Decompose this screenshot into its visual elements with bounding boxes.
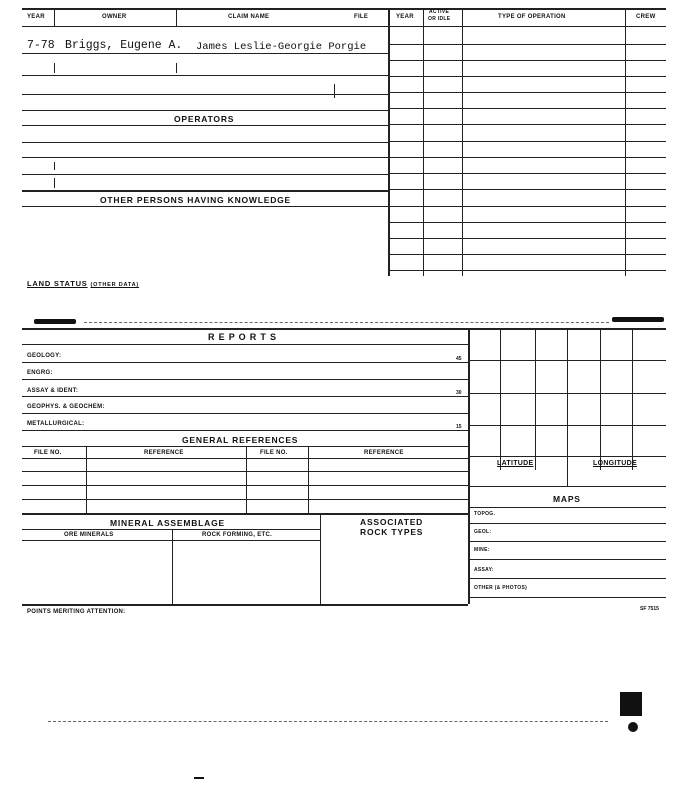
rule xyxy=(22,75,388,76)
rule xyxy=(468,578,666,579)
rule xyxy=(468,523,666,524)
rule xyxy=(468,507,666,508)
divider xyxy=(320,513,321,604)
header-type-of-operation: TYPE OF OPERATION xyxy=(498,14,566,20)
land-status-heading xyxy=(27,279,139,288)
rule xyxy=(22,174,388,175)
rule xyxy=(388,108,666,109)
report-engrg: ENGRG: xyxy=(27,370,53,376)
header-file: FILE xyxy=(354,14,369,20)
maps-geol: GEOL: xyxy=(474,529,492,535)
header-claim-name: CLAIM NAME xyxy=(228,14,270,20)
divider xyxy=(535,328,536,470)
gr-reference-1: REFERENCE xyxy=(144,450,184,456)
other-persons-rule xyxy=(22,206,388,207)
rule xyxy=(388,92,666,93)
divider xyxy=(632,328,633,470)
divider xyxy=(462,8,463,276)
rule xyxy=(22,499,468,500)
rule xyxy=(22,471,468,472)
divider xyxy=(54,178,55,188)
rule xyxy=(22,540,320,541)
rule xyxy=(22,53,388,54)
longitude-label: LONGITUDE xyxy=(593,460,637,467)
registration-dot xyxy=(628,722,638,732)
rule xyxy=(468,597,666,598)
divider xyxy=(625,8,626,276)
rule xyxy=(468,360,666,361)
report-geophys: GEOPHYS. & GEOCHEM: xyxy=(27,404,105,410)
land-status-sub: (OTHER DATA) xyxy=(90,282,139,288)
rule xyxy=(388,173,666,174)
divider xyxy=(423,8,424,276)
main-vertical-divider xyxy=(388,8,390,276)
divider xyxy=(246,446,247,513)
scan-speck xyxy=(194,777,204,779)
rule xyxy=(388,206,666,207)
mineral-assemblage-heading: MINERAL ASSEMBLAGE xyxy=(110,518,225,528)
rule xyxy=(388,189,666,190)
divider xyxy=(334,84,335,98)
divider xyxy=(176,8,177,26)
associated-heading: ASSOCIATED xyxy=(360,517,424,527)
maps-topog: TOPOG. xyxy=(474,511,496,517)
other-persons-heading: OTHER PERSONS HAVING KNOWLEDGE xyxy=(100,195,292,205)
points-meriting-heading: POINTS MERITING ATTENTION: xyxy=(27,609,126,615)
gr-file-no-2: FILE NO. xyxy=(260,450,288,456)
rule xyxy=(22,344,468,345)
form-number: SF 7515 xyxy=(640,606,659,612)
rule xyxy=(22,513,468,515)
header-year-right: YEAR xyxy=(396,14,414,20)
operators-heading: OPERATORS xyxy=(174,114,235,124)
reports-heading: R E P O R T S xyxy=(208,332,277,342)
rule xyxy=(22,125,388,126)
maps-heading: MAPS xyxy=(553,494,581,504)
rule xyxy=(388,222,666,223)
rule xyxy=(468,425,666,426)
rule xyxy=(22,362,468,363)
rule xyxy=(22,413,468,414)
rule xyxy=(388,141,666,142)
rule xyxy=(22,529,320,530)
header-or-idle: OR IDLE xyxy=(428,16,451,22)
rule xyxy=(22,157,388,158)
rule xyxy=(388,76,666,77)
rule xyxy=(22,458,468,459)
divider xyxy=(86,446,87,513)
header-active: ACTIVE xyxy=(429,9,450,15)
divider xyxy=(567,328,568,486)
divider xyxy=(500,328,501,470)
report-geology-num: 45 xyxy=(456,356,462,362)
header-crew: CREW xyxy=(636,14,656,20)
divider xyxy=(54,8,55,26)
entry-claim: James Leslie-Georgie Porgie xyxy=(196,41,367,53)
rule xyxy=(22,190,388,192)
report-assay-num: 30 xyxy=(456,390,462,396)
gr-reference-2: REFERENCE xyxy=(364,450,404,456)
header-year: YEAR xyxy=(27,14,45,20)
rule xyxy=(468,393,666,394)
general-references-heading: GENERAL REFERENCES xyxy=(182,435,299,445)
rule xyxy=(22,328,666,330)
rule xyxy=(22,142,388,143)
entry-owner: Briggs, Eugene A. xyxy=(65,39,183,52)
rock-types-heading: ROCK TYPES xyxy=(360,527,424,537)
maps-mine: MINE: xyxy=(474,547,490,553)
rule xyxy=(388,60,666,61)
divider xyxy=(54,63,55,73)
ore-minerals-heading: ORE MINERALS xyxy=(64,532,114,538)
rule xyxy=(388,44,666,45)
report-geology: GEOLOGY: xyxy=(27,353,62,359)
rule xyxy=(22,430,468,431)
rule xyxy=(22,110,388,111)
scan-dash xyxy=(84,322,609,323)
land-status-text: LAND STATUS xyxy=(27,279,88,288)
rule xyxy=(388,157,666,158)
divider xyxy=(468,328,470,604)
rule xyxy=(468,456,666,457)
header-owner: OWNER xyxy=(102,14,127,20)
divider xyxy=(176,63,177,73)
divider xyxy=(308,446,309,513)
bottom-scan-dash xyxy=(48,721,608,722)
registration-mark xyxy=(620,692,642,716)
rule xyxy=(388,238,666,239)
rule xyxy=(388,124,666,125)
rule xyxy=(468,559,666,560)
scan-mark xyxy=(612,317,664,322)
rule xyxy=(22,485,468,486)
rule xyxy=(468,541,666,542)
rule xyxy=(22,379,468,380)
rule xyxy=(468,486,666,487)
report-metallurgical: METALLURGICAL: xyxy=(27,421,85,427)
divider xyxy=(172,529,173,604)
rule xyxy=(388,254,666,255)
scan-mark xyxy=(34,319,76,324)
divider xyxy=(54,162,55,170)
report-metallurgical-num: 15 xyxy=(456,424,462,430)
rule xyxy=(388,270,666,271)
latitude-label: LATITUDE xyxy=(497,460,534,467)
maps-assay: ASSAY: xyxy=(474,567,494,573)
gr-file-no-1: FILE NO. xyxy=(34,450,62,456)
header-top-rule xyxy=(22,8,666,10)
entry-date: 7-78 xyxy=(27,39,55,52)
rock-forming-heading: ROCK FORMING, ETC. xyxy=(202,532,273,538)
rule xyxy=(22,396,468,397)
report-assay: ASSAY & IDENT: xyxy=(27,388,79,394)
rule xyxy=(22,446,468,447)
header-bottom-rule xyxy=(22,26,666,27)
rule xyxy=(22,604,468,606)
divider xyxy=(600,328,601,470)
maps-other: OTHER (& PHOTOS) xyxy=(474,585,528,591)
